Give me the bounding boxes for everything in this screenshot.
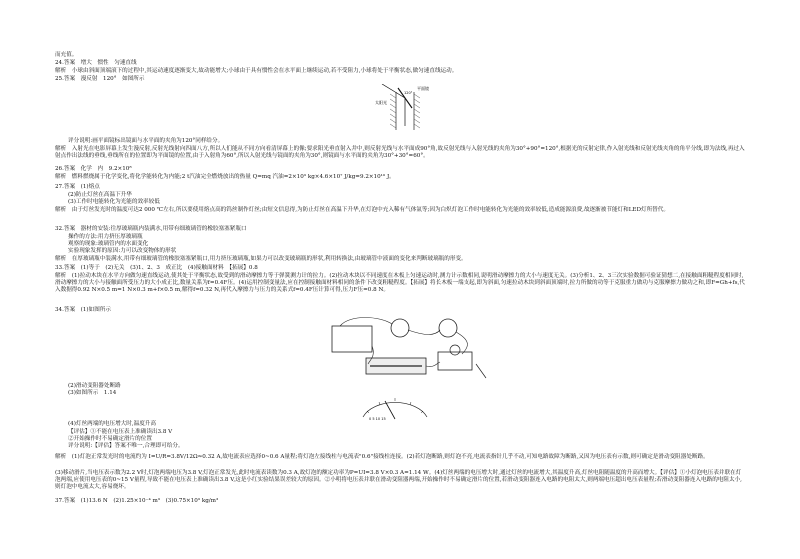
answer-32-op: 操作的方法:用力挤压厚玻璃瓶 xyxy=(68,234,143,240)
scoring-note-34: 评分说明:【评估】答案不唯一,合理即可给分。 xyxy=(68,443,184,449)
bulb xyxy=(450,345,460,355)
answer-34-2: (2)滑动变阻器处断路 xyxy=(68,383,121,389)
circuit-figure xyxy=(330,316,490,382)
analysis-24: 解析 小球由斜面顶端滚下的过程中,其运动速度逐渐变大,故动能增大;小球由于具有惯性会在水平面上继续运动,若不受阻力,小球将处于平衡状态,做匀速直线运动。 xyxy=(55,68,458,74)
analysis-27: 解析 由于灯丝发光时的温度可达2 000 ℃左右,所以要使用熔点高的钨丝制作灯丝;由短文信息得,为防止灯丝在高温下升华,在灯泡中充入稀有气体氩等;因为白炽灯泡工作时电能转化为光能的效率较低,造成能源浪费,故逐渐被节能灯和LED灯所替代。 xyxy=(55,207,669,213)
analysis-34-2: (3)移动滑片,当电压表示数为2.2 V时,灯泡两端电压为3.8 V,灯泡正常发光,此时电流表读数为0.3 A,故灯泡的额定功率为P=UI=3.8 V×0.3 A=1.14 W。(4)灯丝两端的电压增大时,通过灯丝的电流增大,其温度升高,灯丝电阻随温度的升高而增大。【评估】①小灯泡电压表并联在灯泡两端,应使用电压表的0~15 V量程,导致不能在电压表上准确读出3.8 V,这是小红实验结果误差较大的原因。②小明将电压表并联在滑动变阻器两端,开始操作时不易确定滑片的位置,若滑动变阻器连入电路的电阻太大,则两端电压超出电压表量程;若滑动变阻器连入电路的电阻太小,则灯泡中电流太大,容易烧坏。 xyxy=(55,470,742,490)
battery-box xyxy=(332,326,372,352)
answer-26: 26.答案 化学 内 9.2×10⁸ xyxy=(55,166,132,172)
evaluation-1: 【评估】①不能在电压表上准确读出3.8 V xyxy=(68,429,173,435)
analysis-34-1: 解析 (1)灯泡正常发光时的电流约为 I=U/R=3.8V/12Ω≈0.32 A,故电流表应选择0~0.6 A量程;将灯泡左接线柱与电流表"0.6"接线柱连接。(2)若灯泡断路,则灯泡不亮,电流表指针几乎不动,可知电路故障为断路,又因为电压表有示数,则可确定是滑动变阻器处断路。 xyxy=(55,454,709,460)
answer-37: 37.答案 (1)13.6 N (2)1.25×10⁻⁴ m³ (3)0.75×10³ kg/m³ xyxy=(55,498,219,504)
reflection-figure xyxy=(372,84,438,130)
answer-32-reason: 实验现象发挥的原因:力可以改变物体的形状 xyxy=(68,248,177,254)
analysis-25: 解析 入射光在电影屏幕上发生漫反射,反射光线射向四面八方,所以人们能从不同方向看清屏幕上的像;要求阳光垂直射入井中,则反射光线与水平面成90°角,故反射光线与入射光线的夹角为30°+90°=120°,根据光的反射定律,作入射光线和反射光线夹角的角平分线,即为法线,再过入射点作出法线的垂线,垂线所在的位置即为平面镜的位置,由于入射角为60°,所以入射光线与镜面的夹角为30°,则镜面与水平面的夹角为30°+30°=60°。 xyxy=(55,146,745,159)
scoring-note-25: 评分说明:画平面镜标出镜面与水平面的夹角为120°同样给分。 xyxy=(68,138,224,144)
analysis-32: 解析 在厚玻璃瓶中装满水,用带有细玻璃管的橡胶塞塞紧瓶口,用力挤压玻璃瓶,如果力可以改变玻璃瓶的形状,利用转换法,由玻璃管中液面的变化来判断玻璃瓶的形变。 xyxy=(55,256,467,262)
sun-light-label: 太阳光 xyxy=(375,100,387,105)
answer-33: 33.答案 (1)等于 (2)无关 (3)1、2、3 成正比 (4)接触面材料 【拓展】0.8 xyxy=(55,265,258,271)
mirror-label: 平面镜 xyxy=(417,86,429,91)
answer-24: 24.答案 增大 惯性 匀速直线 xyxy=(55,60,137,66)
analysis-33: 解析 (1)拉动木块在水平方向做匀速直线运动,使其处于平衡状态,故受到的滑动摩擦力等于弹簧测力计的拉力。(2)拉动木块以不同速度在木板上匀速运动时,测力计示数相同,说明滑动摩擦力的大小与速度无关。(3)分析1、2、3三次实验数据可验证猜想二,在接触面粗糙程度相同时,滑动摩擦力的大小与接触面所受压力的大小成正比,数量关系为f=0.4F压。(4)运用控制变量法,应在控制接触面材料相同的条件下改变粗糙程度。【拓展】将长木板一端支起,即为斜面,匀速拉动木块到斜面顶端时,拉力所做的功等于克服重力做功与克服摩擦力做功之和,即F=Gh+fs,代入数据得0.92 N×0.5 m=1 N×0.3 m+f×0.5 m,解得f=0.32 N,再代入摩擦力与压力的关系式f=0.4F压计算可得,压力F压=0.8 N。 xyxy=(55,273,745,293)
answer-27-3: (3)工作时电能转化为光能的效率较低 xyxy=(68,199,160,205)
answer-32-obs: 观察的现象:玻璃管内的水面变化 xyxy=(68,241,149,247)
answer-25: 25.答案 漫反射 120° 如图所示 xyxy=(55,76,145,82)
meter-figure xyxy=(355,393,435,421)
ammeter xyxy=(391,319,409,337)
answer-34: 34.答案 (1)如图所示 xyxy=(55,307,111,313)
answer-34-4: (4)灯丝两端的电压增大时,温度升高 xyxy=(68,421,157,427)
answer-27: 27.答案 (1)熔点 xyxy=(55,184,100,190)
angle-label: 120° xyxy=(404,91,413,95)
evaluation-2: ②开始操作时不易确定滑片的位置 xyxy=(68,436,152,442)
analysis-26: 解析 燃料燃烧属于化学变化,将化学能转化为内能;2 t汽油完全燃烧放出的热量 Q=mq 汽油=2×10³ kg×4.6×10⁷ J/kg=9.2×10¹⁰ J。 xyxy=(55,174,395,180)
answer-27-2: (2)防止灯丝在高温下升华 xyxy=(68,192,132,198)
text-line: 而充值。 xyxy=(55,52,78,58)
answer-34-3: (3)如图所示 1.14 xyxy=(68,390,117,396)
answer-32: 32.答案 器材的安装:往厚玻璃瓶内装满水,用带有细玻璃管的橡胶塞塞紧瓶口 xyxy=(55,226,247,232)
voltmeter xyxy=(439,319,457,337)
meter-scale-label: 0 5 10 15 xyxy=(369,417,386,421)
